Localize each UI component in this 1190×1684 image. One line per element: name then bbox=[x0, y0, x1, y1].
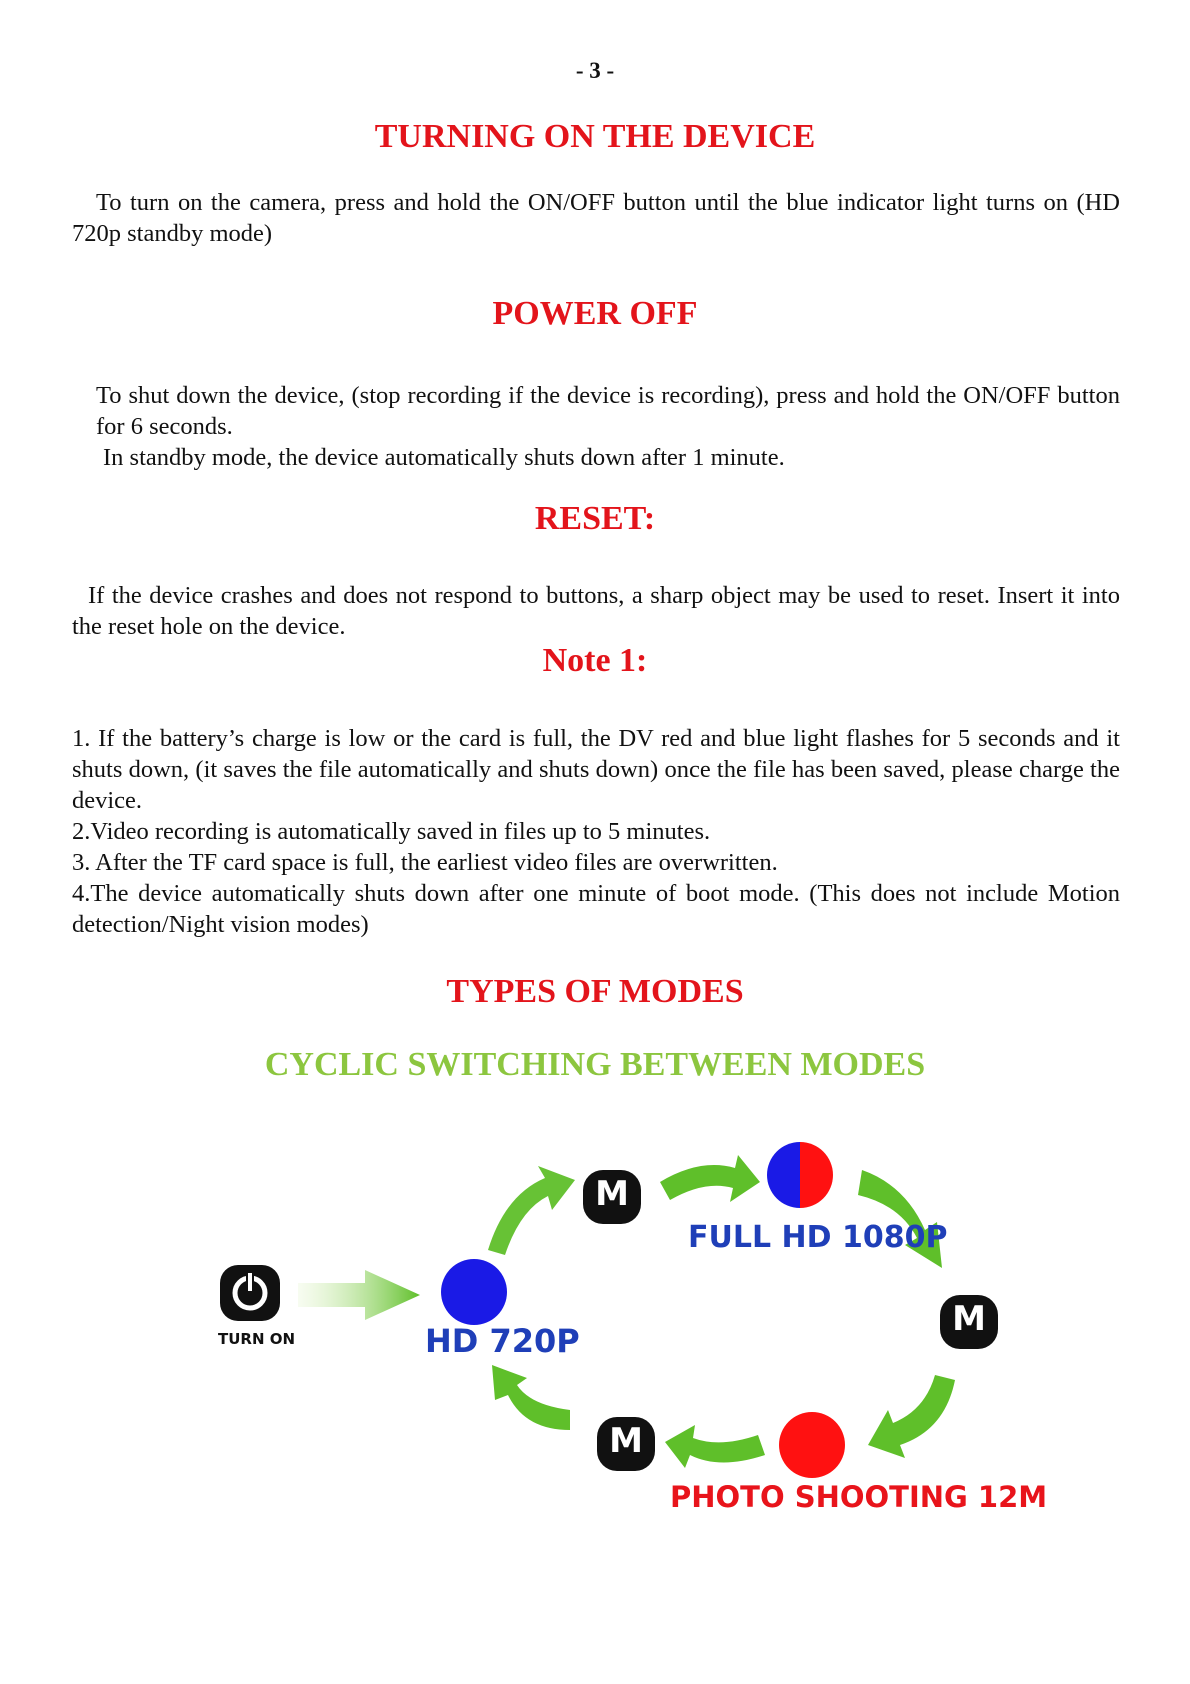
hd720-label: HD 720P bbox=[425, 1322, 580, 1360]
heading-types-of-modes: TYPES OF MODES bbox=[446, 973, 744, 1010]
note-item-1: 1. If the battery’s charge is low or the card is full, the DV red and blue light flashes for 5 seconds and it shuts down, (it saves the file automatically and shuts down) once the file has been saved, please charge the device. bbox=[72, 725, 1120, 814]
turn-on-label: TURN ON bbox=[218, 1330, 296, 1348]
arrow-to-mode-button-3-icon bbox=[665, 1425, 765, 1468]
reset-text: If the device crashes and does not respond to buttons, a sharp object may be used to reset. Insert it into the reset hole on the device. bbox=[72, 582, 1120, 640]
heading-turning-on: TURNING ON THE DEVICE bbox=[374, 118, 816, 155]
heading-reset: RESET: bbox=[534, 500, 656, 537]
page-number: - 3 - bbox=[575, 58, 615, 83]
paragraph-reset bbox=[72, 580, 1120, 642]
hd720-indicator-icon bbox=[441, 1259, 507, 1325]
photo-label: PHOTO SHOOTING 12M bbox=[670, 1480, 1048, 1514]
arrow-to-photo-icon bbox=[868, 1375, 955, 1458]
power-off-line-1: To shut down the device, (stop recording if the device is recording), press and hold the ON/OFF button for 6 seconds. bbox=[96, 382, 1120, 440]
note-item-4: 4.The device automatically shuts down after one minute of boot mode. (This does not include Motion detection/Night vision modes) bbox=[72, 880, 1120, 938]
heading-power-off: POWER OFF bbox=[492, 295, 698, 332]
paragraph-turning-on bbox=[72, 187, 1120, 249]
mode-cycle-diagram bbox=[0, 1100, 1190, 1560]
fullhd-indicator-icon bbox=[767, 1142, 833, 1208]
heading-cyclic-switching: CYCLIC SWITCHING BETWEEN MODES bbox=[264, 1046, 926, 1083]
arrow-to-hd720-icon bbox=[298, 1270, 420, 1320]
paragraph-power-off bbox=[72, 380, 1120, 473]
photo-indicator-icon bbox=[779, 1412, 845, 1478]
turning-on-text: To turn on the camera, press and hold the ON/OFF button until the blue indicator light turns on (HD 720p standby mode) bbox=[72, 189, 1120, 247]
note-list bbox=[72, 723, 1120, 940]
heading-note: Note 1: bbox=[542, 642, 648, 679]
fullhd-label: FULL HD 1080P bbox=[688, 1220, 948, 1255]
power-icon bbox=[220, 1265, 280, 1321]
note-item-2: 2.Video recording is automatically saved in files up to 5 minutes. bbox=[72, 818, 711, 845]
arrow-to-fullhd-icon bbox=[660, 1155, 760, 1202]
note-item-3: 3. After the TF card space is full, the earliest video files are overwritten. bbox=[72, 849, 778, 876]
arrow-back-to-hd720-icon bbox=[492, 1365, 570, 1430]
power-off-line-2: In standby mode, the device automatically shuts down after 1 minute. bbox=[103, 444, 785, 471]
arrow-to-mode-button-1-icon bbox=[488, 1166, 575, 1255]
mode-button-2-label: M bbox=[952, 1299, 986, 1339]
mode-button-1-label: M bbox=[595, 1174, 629, 1214]
mode-button-3-label: M bbox=[609, 1421, 643, 1461]
